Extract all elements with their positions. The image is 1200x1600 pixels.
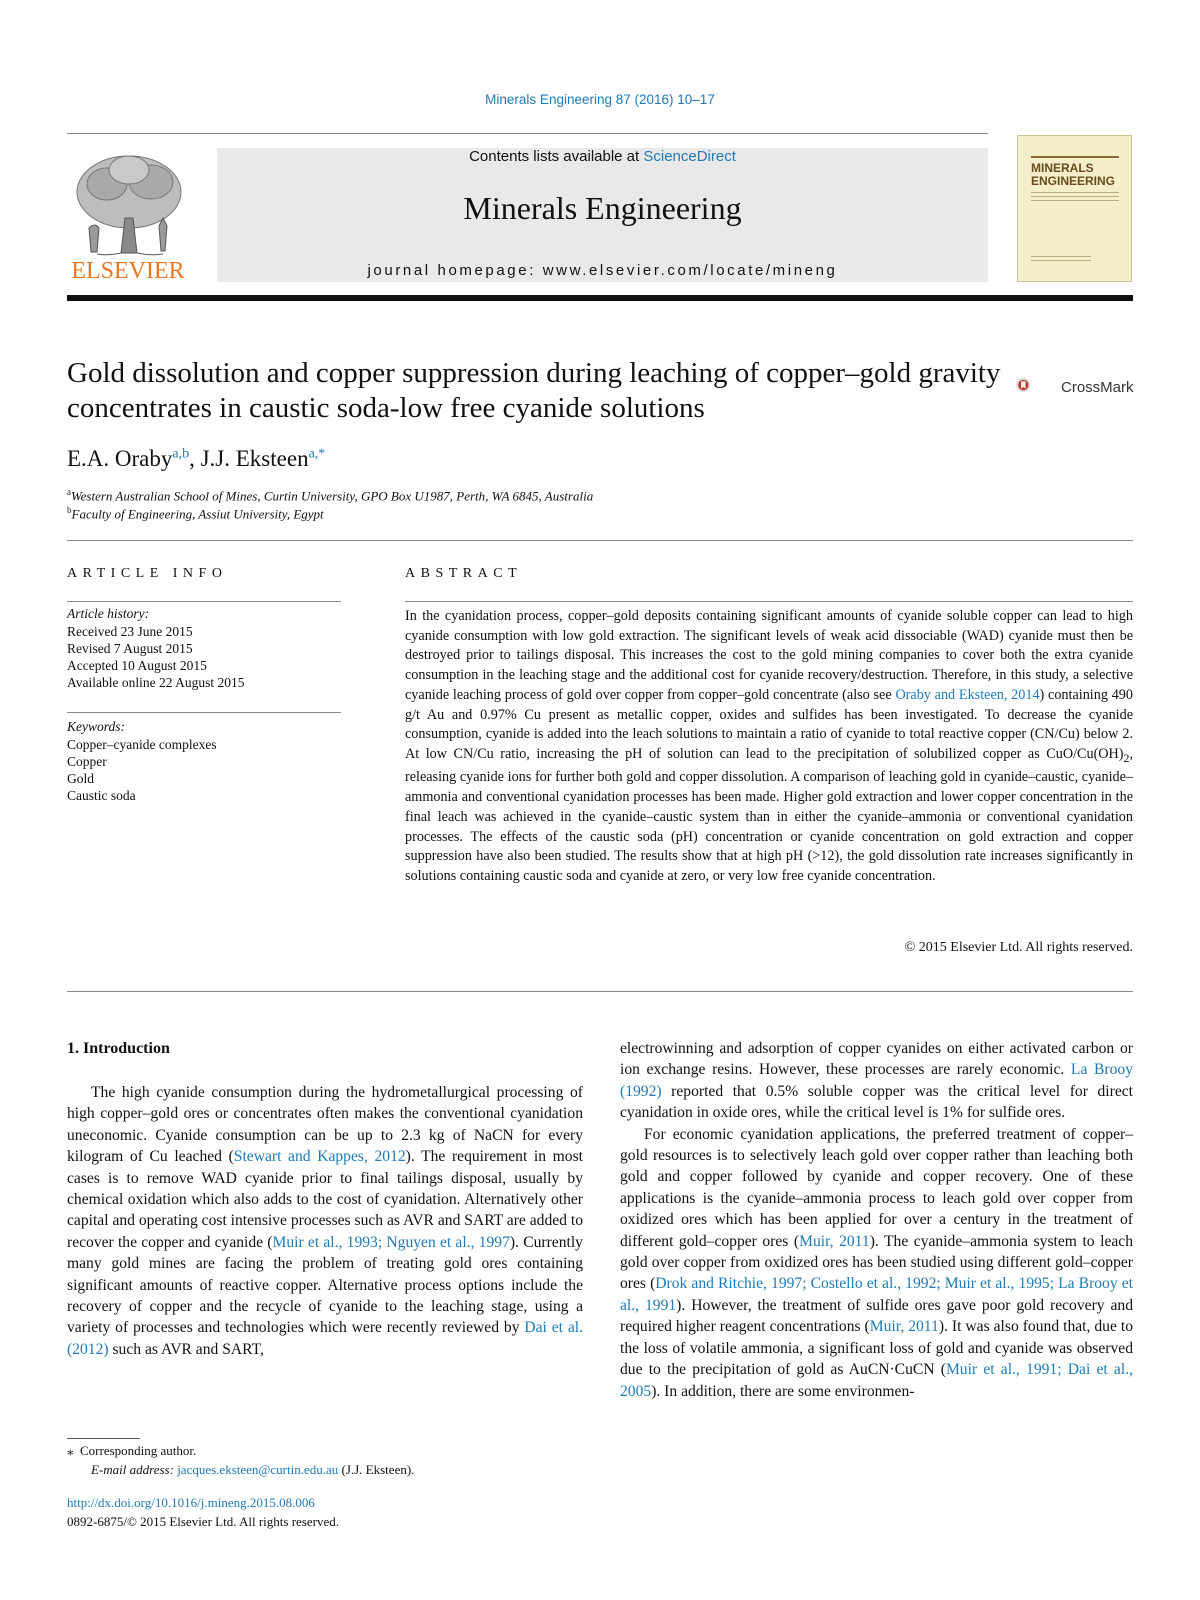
body-text: For economic cyanidation applications, the preferred treatment of copper–gold resources is to selectively leach gold over copper rather than leaching both gold and copper followed by cyanide and copper recovery. One of these applications is the cyanide–ammonia process to leach gold over copper from oxidized ores which has been applied for over a century in the treatment of different gold–copper ores ( [620, 1125, 1133, 1250]
author-affiliation-mark[interactable]: a,* [308, 446, 326, 462]
author-affiliation-mark[interactable]: a,b [172, 446, 190, 462]
affiliation-a [67, 487, 593, 504]
body-text: electrowinning and adsorption of copper cyanides on either activated carbon or ion exchange resins. However, these processes are rarely economic. [620, 1040, 1133, 1079]
article-info-rule [67, 601, 341, 602]
body-text: The high cyanide consumption during the hydrometallurgical processing of high copper–gold ores or concentrates often makes the conventional cyanidation uneconomic. Cyanide consumption can be up to 2.3 kg of NaCN for every kilogram of Cu leached ( [67, 1084, 583, 1166]
body-text: ). The requirement in most cases is to remove WAD cyanide prior to final tailings disposal, usually by chemical oxidation which also adds to the cost of cyanidation. Alternatively other capital and operating cost intensive processes such as AVR and SART are added to recover the copper and cyanide ( [67, 1148, 584, 1251]
cover-title: MINERALS ENGINEERING [1031, 161, 1116, 188]
abstract-text: ) containing 490 g/t Au and 0.97% Cu present as metallic copper, oxides and sulfides has been investigated. To decrease the cyanide consumption, cyanide is added into the leach solutions to maintain a ratio of cyanide to total reactive copper (CN/Cu) below 2. At low CN/Cu ratio, increasing the pH of solution can lead to the precipitation of solubilized copper as CuO/Cu(OH) [405, 686, 1133, 762]
issn-line: 0892-6875/© 2015 Elsevier Ltd. All rights reserved. [67, 1514, 339, 1529]
abstract-heading: ABSTRACT [405, 566, 523, 581]
affiliation-text: Faculty of Engineering, Assiut University, Egypt [71, 506, 324, 522]
author-name: J.J. Eksteen [200, 446, 309, 471]
journal-homepage[interactable]: journal homepage: www.elsevier.com/locate/mineng [367, 262, 838, 279]
corresponding-author-note [67, 1443, 196, 1459]
journal-name: Minerals Engineering [463, 190, 742, 226]
cover-line [1031, 196, 1119, 197]
email-link[interactable]: jacques.eksteen@curtin.edu.au [177, 1462, 339, 1477]
email-note [91, 1462, 414, 1478]
affiliation-text: Western Australian School of Mines, Curtin University, GPO Box U1987, Perth, WA 6845, Australia [71, 488, 594, 504]
author-list [67, 446, 325, 472]
citation-link[interactable]: Muir, 2011 [799, 1232, 870, 1250]
citation-link[interactable]: Stewart and Kappes, 2012 [233, 1148, 406, 1166]
abstract-text: , releasing cyanide ions for further both gold and copper dissolution. A comparison of leaching gold in cyanide–caustic, cyanide–ammonia and conventional cyanidation processes has been made. Higher gold extraction and lower copper concentration in the final leach was achieved in the cyanide–caustic system than in either the cyanide–ammonia or conventional cyanidation processes. The effects of the caustic soda (pH) concentration or cyanide concentration on gold extraction and copper suppression have also been studied. The results show that at high pH (>12), the gold dissolution rate increases significantly in solutions containing caustic soda and cyanide at zero, or very low free cyanide concentration. [405, 745, 1133, 884]
affiliation-mark: a [67, 487, 71, 497]
section-rule [67, 540, 1133, 541]
header-thick-rule [67, 295, 1133, 301]
keyword: Gold [67, 771, 94, 786]
history-revised: Revised 7 August 2015 [67, 641, 193, 656]
body-text: ). Currently many gold mines are facing the problem of treating gold ores containing significant amounts of reactive copper. Alternative process options include the recovery of copper and the recycle of cyanide to the leaching stage, using a variety of processes and technologies which were recently reviewed by [67, 1233, 583, 1337]
crossmark-icon[interactable] [1016, 363, 1060, 407]
contents-prefix: Contents lists available at [469, 148, 644, 165]
history-accepted: Accepted 10 August 2015 [67, 658, 207, 673]
body-column-right [620, 1038, 1133, 1402]
elsevier-wordmark: ELSEVIER [71, 258, 185, 284]
body-column-left [67, 1082, 583, 1360]
contents-available-line [217, 148, 988, 165]
abstract-text: In the cyanidation process, copper–gold deposits containing significant amounts of cyanide soluble copper can lead to high cyanide consumption with low gold extraction. The significant levels of weak acid dissociable (WAD) cyanide must then be destroyed prior to tailings disposal. This increases the cost to the gold mining companies to cover both the extra cyanide consumption in the leaching stage and the additional cost for cyanide recovery/destruction. Therefore, in this study, a selective cyanide leaching process of gold over copper from copper–gold concentrate (also see [405, 608, 1133, 703]
header-top-rule [67, 133, 988, 134]
subscript: 2 [1123, 750, 1130, 765]
author-name: E.A. Oraby [67, 446, 173, 471]
citation-link[interactable]: Muir, 2011 [869, 1318, 939, 1336]
author-separator: , [189, 446, 201, 471]
abstract-body [405, 607, 1133, 887]
citation-link[interactable]: Oraby and Eksteen, 2014 [895, 686, 1040, 703]
journal-cover-thumbnail[interactable] [1017, 135, 1132, 282]
citation-link[interactable]: La Brooy (1992) [620, 1061, 1133, 1100]
article-title: Gold dissolution and copper suppression during leaching of copper–gold gravity concentrates in caustic soda-low free cyanide solutions [67, 357, 1001, 424]
cover-line [1031, 256, 1091, 257]
journal-reference-link[interactable]: Minerals Engineering 87 (2016) 10–17 [485, 92, 715, 107]
body-text: ). The cyanide–ammonia system to leach gold over copper from oxidized ores has been studied using different gold–copper ores ( [620, 1232, 1133, 1293]
abstract-rule [405, 601, 1133, 602]
keyword: Caustic soda [67, 788, 136, 803]
email-label: E-mail address: [91, 1462, 178, 1477]
affiliation-mark: b [67, 505, 72, 515]
crossmark-label[interactable]: CrossMark [1061, 379, 1134, 396]
body-text: ). In addition, there are some environmen- [651, 1382, 915, 1400]
cover-line [1031, 200, 1119, 201]
body-text: such as AVR and SART, [108, 1340, 264, 1358]
footnote-rule [67, 1438, 140, 1439]
paragraph [620, 1038, 1133, 1124]
keywords-label: Keywords: [67, 719, 125, 734]
citation-link[interactable]: Muir et al., 1991; Dai et al., 2005 [620, 1361, 1133, 1400]
paragraph [620, 1124, 1133, 1402]
article-info-rule [67, 712, 341, 713]
section-rule [67, 991, 1133, 992]
body-text: reported that 0.5% soluble copper was the critical level for direct cyanidation in oxide ores, while the critical level is 1% for sulfide ores. [620, 1082, 1133, 1122]
citation-link[interactable]: Muir et al., 1993; Nguyen et al., 1997 [272, 1233, 510, 1251]
footnote-text: Corresponding author. [80, 1443, 197, 1458]
article-info-heading: ARTICLE INFO [67, 566, 228, 581]
cover-rule [1031, 156, 1119, 158]
body-text: ). It was also found that, due to the loss of volatile ammonia, a significant loss of gold and cyanide was observed due to the precipitation of gold as AuCN·CuCN ( [620, 1318, 1134, 1379]
body-text: ). However, the treatment of sulfide ores gave poor gold recovery and required higher reagent concentrations ( [620, 1296, 1133, 1336]
paragraph [67, 1082, 583, 1360]
sciencedirect-link[interactable]: ScienceDirect [643, 148, 736, 165]
footnote-star: ⁎ [67, 1443, 74, 1458]
history-online: Available online 22 August 2015 [67, 675, 245, 690]
cover-line [1031, 260, 1091, 261]
citation-link[interactable]: Dai et al. (2012) [67, 1319, 584, 1358]
citation-link[interactable]: Drok and Ritchie, 1997; Costello et al., 1992; Muir et al., 1995; La Brooy et al., 1991 [620, 1275, 1133, 1314]
keyword: Copper–cyanide complexes [67, 737, 217, 752]
keyword: Copper [67, 754, 107, 769]
abstract-copyright: © 2015 Elsevier Ltd. All rights reserved. [904, 940, 1133, 955]
section-heading: 1. Introduction [67, 1040, 170, 1057]
article-history-label: Article history: [67, 606, 150, 621]
affiliation-b [67, 505, 324, 522]
history-received: Received 23 June 2015 [67, 624, 193, 639]
doi-link[interactable]: http://dx.doi.org/10.1016/j.mineng.2015.08.006 [67, 1495, 315, 1510]
email-suffix: (J.J. Eksteen). [338, 1462, 415, 1477]
cover-line [1031, 192, 1119, 193]
